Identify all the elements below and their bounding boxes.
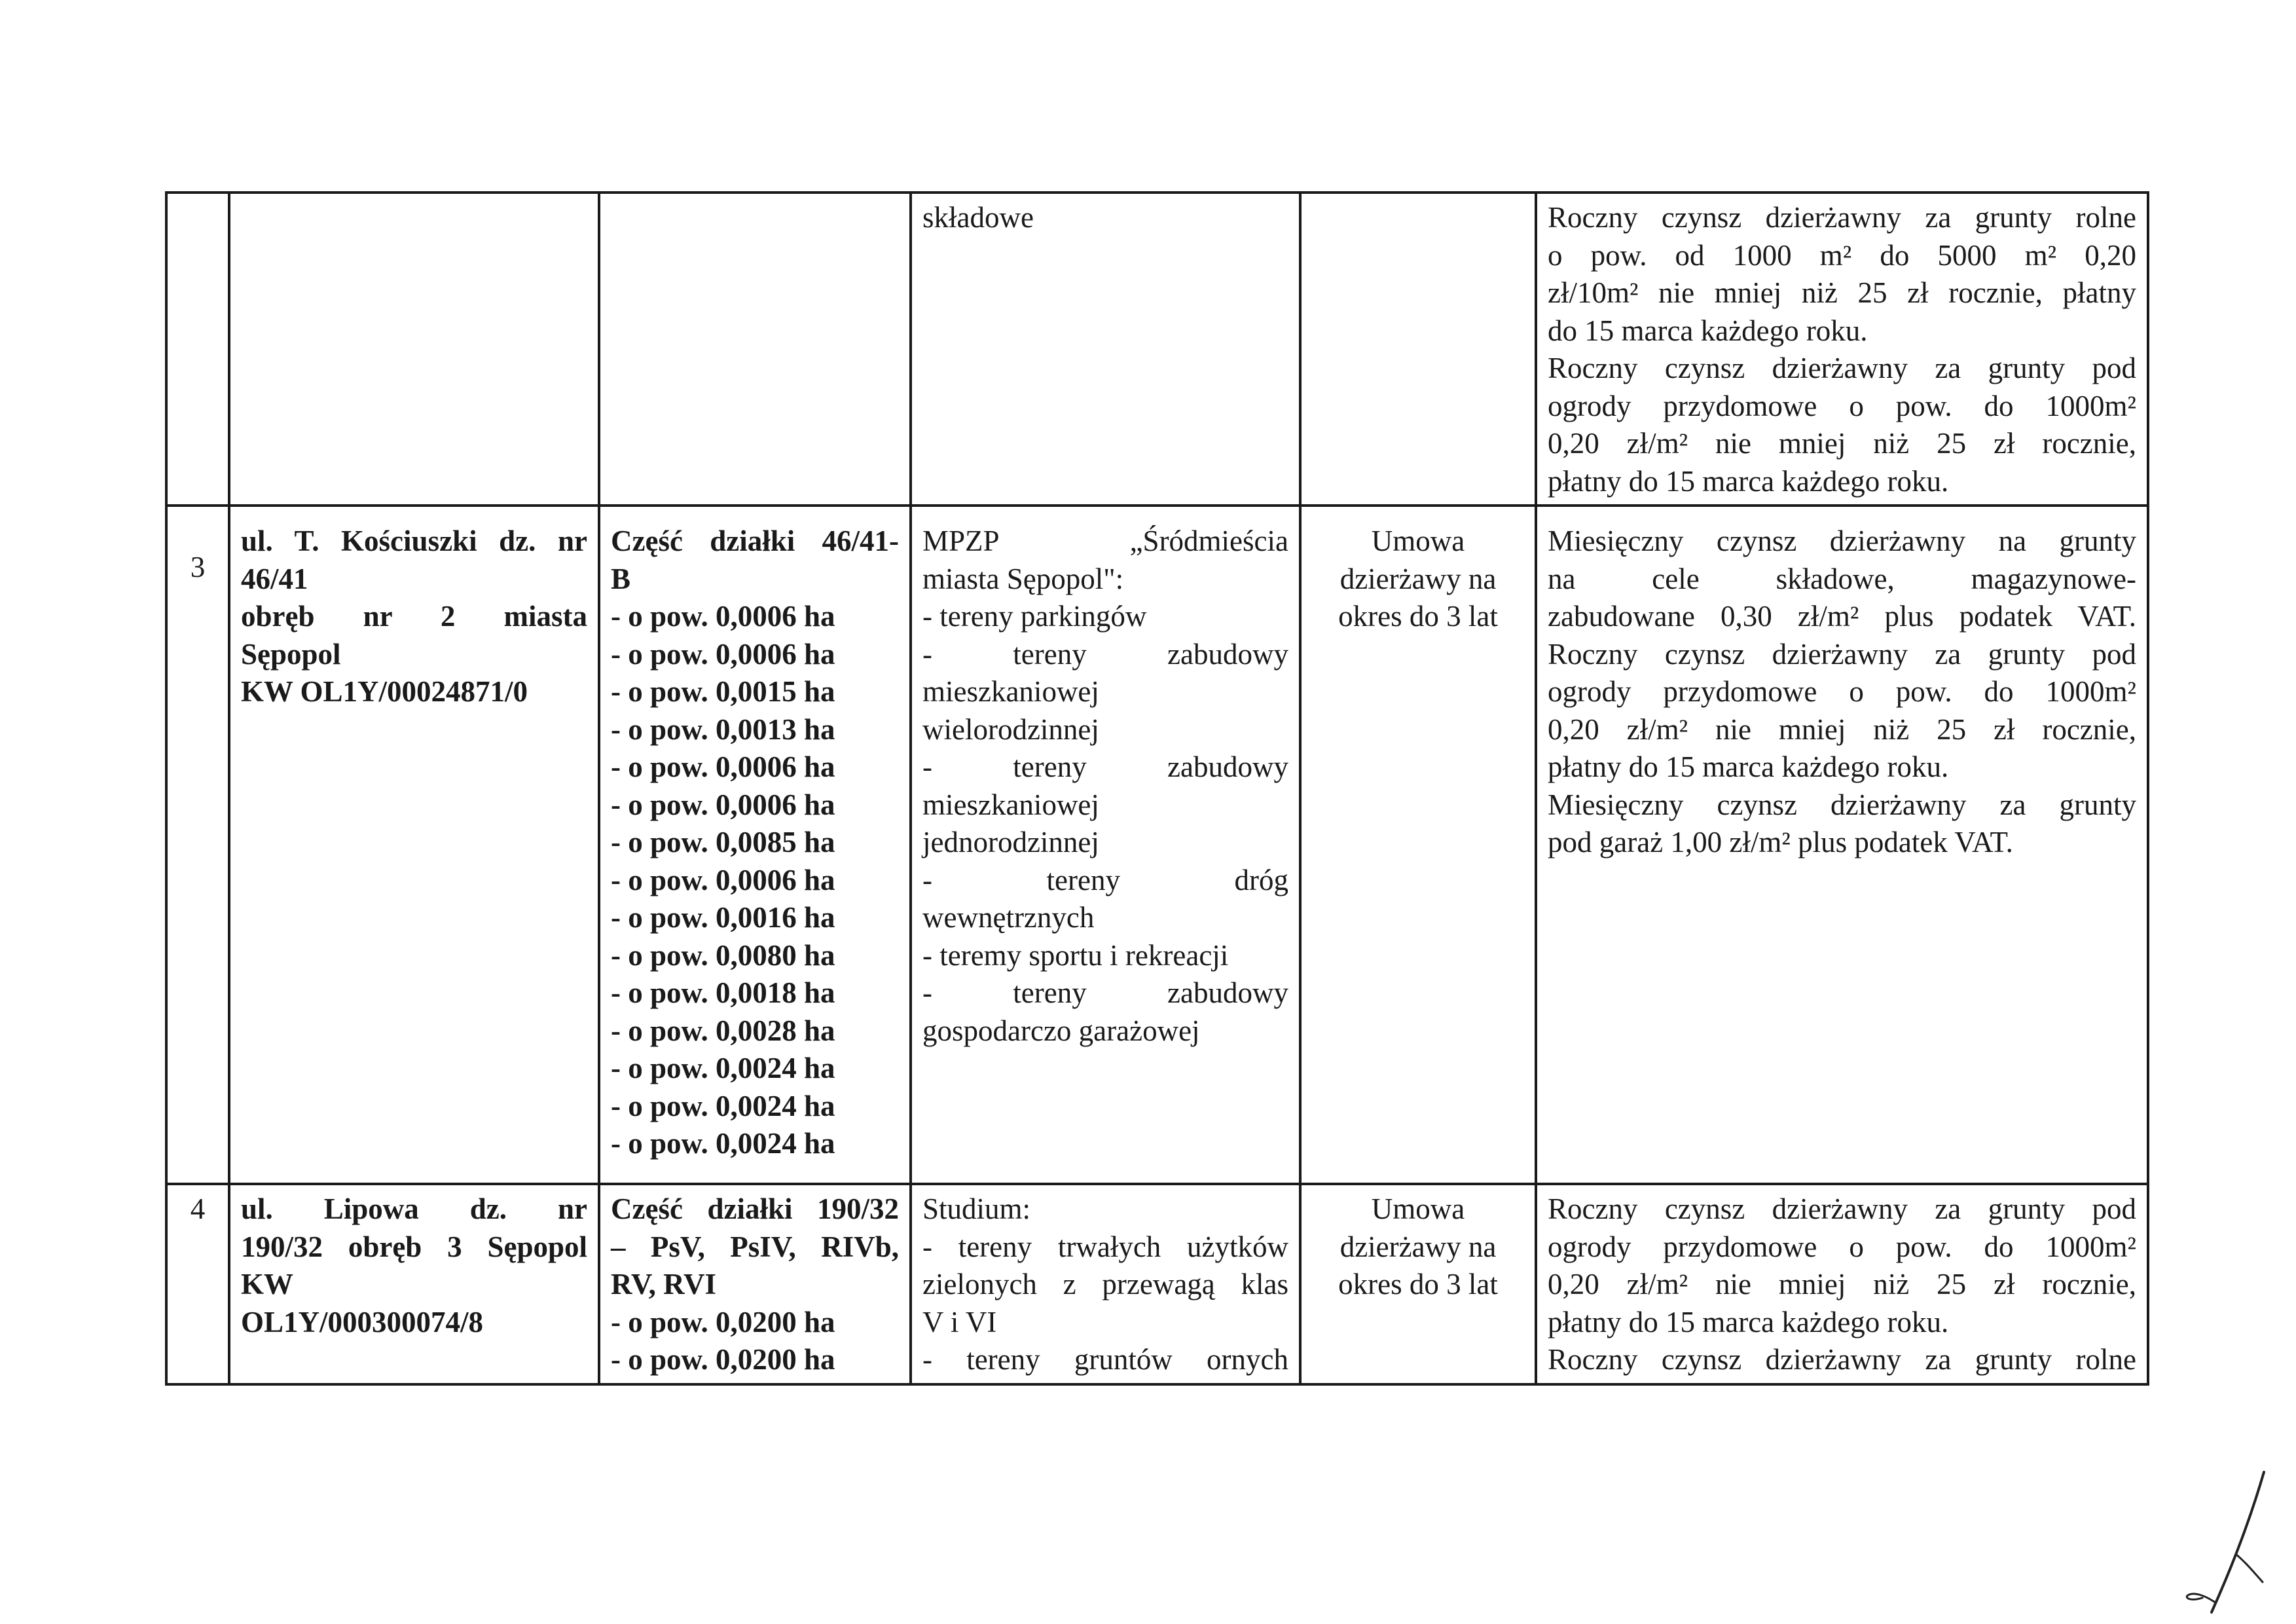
- cell-text-line: - o pow. 0,0085 ha: [611, 826, 835, 858]
- handwritten-initial-signature: [2180, 1467, 2272, 1617]
- cell-parcel: [599, 1184, 911, 1384]
- cell-parcel: [599, 193, 911, 506]
- cell-text-line: - o pow. 0,0013 ha: [611, 712, 835, 746]
- cell-purpose: [911, 193, 1300, 506]
- table-row-continuation: [166, 193, 2148, 506]
- cell-text-line: Studium:: [922, 1192, 1031, 1225]
- cell-text-line: - o pow. 0,0006 ha: [611, 600, 835, 633]
- cell-contract: [1300, 193, 1536, 506]
- cell-text-line: ogrody przydomowe o pow. do 1000m²: [1548, 1230, 2136, 1263]
- cell-text-line: ogrody przydomowe o pow. do 1000m²: [1548, 389, 2136, 422]
- cell-text-line: Roczny czynsz dzierżawny za grunty rolne: [1548, 201, 2136, 234]
- cell-text-line: 46/41: [241, 562, 308, 595]
- cell-location: [229, 193, 599, 506]
- cell-text-line: ul. Lipowa dz. nr: [241, 1192, 587, 1225]
- cell-text-line: 190/32 obręb 3 Sępopol: [241, 1230, 587, 1263]
- cell-text-line: 0,20 zł/m² nie mniej niż 25 zł rocznie,: [1548, 427, 2136, 460]
- cell-text-line: KW OL1Y/00024871/0: [241, 675, 528, 708]
- cell-text-line: Sępopol: [241, 637, 341, 671]
- cell-purpose: [911, 1184, 1300, 1384]
- cell-text-line: gospodarczo garażowej: [922, 1014, 1200, 1047]
- cell-number: [166, 193, 229, 506]
- purpose-text: składowe: [922, 201, 1034, 234]
- cell-text-line: Część działki 46/41-: [611, 525, 899, 557]
- cell-text-line: mieszkaniowej: [922, 675, 1099, 708]
- cell-location: [229, 1184, 599, 1384]
- cell-text-line: wielorodzinnej: [922, 712, 1099, 746]
- cell-text-line: - o pow. 0,0016 ha: [611, 901, 835, 934]
- cell-text-line: 0,20 zł/m² nie mniej niż 25 zł rocznie,: [1548, 712, 2136, 746]
- cell-text-line: - tereny zabudowy: [922, 750, 1288, 783]
- cell-text-line: wewnętrznych: [922, 901, 1095, 934]
- cell-text-line: B: [611, 562, 631, 595]
- cell-text-line: - tereny dróg: [922, 863, 1288, 896]
- cell-text-line: obręb nr 2 miasta: [241, 600, 587, 633]
- cell-text-line: dzierżawy na: [1339, 562, 1497, 595]
- cell-text-line: Część działki 190/32: [611, 1192, 899, 1225]
- cell-text-line: - o pow. 0,0024 ha: [611, 1052, 835, 1084]
- cell-text-line: Miesięczny czynsz dzierżawny za grunty: [1548, 788, 2136, 821]
- cell-text-line: o pow. od 1000 m² do 5000 m² 0,20: [1548, 238, 2136, 272]
- cell-text-line: Roczny czynsz dzierżawny za grunty pod: [1548, 637, 2136, 671]
- cell-text-line: miasta Sępopol":: [922, 562, 1124, 595]
- cell-text-line: pod garaż 1,00 zł/m² plus podatek VAT.: [1548, 826, 2013, 858]
- cell-rent-terms: [1536, 506, 2148, 1184]
- cell-text-line: RV, RVI: [611, 1268, 717, 1301]
- cell-text-line: - tereny zabudowy: [922, 637, 1288, 671]
- cell-text-line: 0,20 zł/m² nie mniej niż 25 zł rocznie,: [1548, 1268, 2136, 1301]
- cell-text-line: - tereny zabudowy: [922, 976, 1288, 1009]
- cell-text-line: Umowa: [1371, 1192, 1465, 1225]
- cell-text-line: ul. T. Kościuszki dz. nr: [241, 525, 587, 557]
- cell-text-line: – PsV, PsIV, RIVb,: [611, 1230, 899, 1263]
- cell-text-line: - tereny parkingów: [922, 600, 1147, 633]
- cell-text-line: - o pow. 0,0006 ha: [611, 750, 835, 783]
- cell-text-line: - o pow. 0,0200 ha: [611, 1305, 835, 1338]
- cell-text-line: - tereny gruntów ornych: [922, 1343, 1288, 1376]
- cell-text-line: - o pow. 0,0080 ha: [611, 938, 835, 972]
- cell-text-line: okres do 3 lat: [1338, 600, 1498, 633]
- cell-text-line: Roczny czynsz dzierżawny za grunty rolne: [1548, 1343, 2136, 1376]
- cell-text-line: mieszkaniowej: [922, 788, 1099, 821]
- cell-text-line: - o pow. 0,0015 ha: [611, 675, 835, 708]
- cell-text-line: - o pow. 0,0028 ha: [611, 1014, 835, 1047]
- cell-number: [166, 1184, 229, 1384]
- cell-text-line: KW: [241, 1268, 294, 1301]
- cell-text-line: ogrody przydomowe o pow. do 1000m²: [1548, 675, 2136, 708]
- cell-text-line: zielonych z przewagą klas: [922, 1268, 1288, 1301]
- cell-text-line: Umowa: [1371, 525, 1465, 557]
- lease-table: [165, 191, 2149, 1386]
- cell-text-line: - teremy sportu i rekreacji: [922, 938, 1229, 972]
- table-row: [166, 1184, 2148, 1384]
- row-number: 4: [190, 1192, 206, 1225]
- cell-text-line: płatny do 15 marca każdego roku.: [1548, 464, 1949, 498]
- cell-text-line: zabudowane 0,30 zł/m² plus podatek VAT.: [1548, 600, 2136, 633]
- cell-text-line: jednorodzinnej: [922, 826, 1099, 858]
- cell-number: [166, 506, 229, 1184]
- cell-text-line: okres do 3 lat: [1338, 1268, 1498, 1301]
- cell-text-line: MPZP „Śródmieścia: [922, 525, 1288, 557]
- cell-text-line: OL1Y/000300074/8: [241, 1305, 484, 1338]
- cell-text-line: V i VI: [922, 1305, 997, 1338]
- cell-text-line: - o pow. 0,0006 ha: [611, 637, 835, 671]
- cell-text-line: - tereny trwałych użytków: [922, 1230, 1288, 1263]
- cell-location: [229, 506, 599, 1184]
- cell-text-line: do 15 marca każdego roku.: [1548, 314, 1868, 347]
- table-row: [166, 506, 2148, 1184]
- cell-text-line: - o pow. 0,0006 ha: [611, 863, 835, 896]
- cell-contract: [1300, 506, 1536, 1184]
- cell-parcel: [599, 506, 911, 1184]
- cell-text-line: Miesięczny czynsz dzierżawny na grunty: [1548, 525, 2136, 557]
- row-number: 3: [190, 551, 206, 583]
- cell-text-line: zł/10m² nie mniej niż 25 zł rocznie, płatny: [1548, 276, 2136, 309]
- cell-text-line: Roczny czynsz dzierżawny za grunty pod: [1548, 352, 2136, 384]
- cell-rent-terms: [1536, 1184, 2148, 1384]
- cell-text-line: - o pow. 0,0018 ha: [611, 976, 835, 1009]
- cell-text-line: dzierżawy na: [1339, 1230, 1497, 1263]
- cell-rent-terms: [1536, 193, 2148, 506]
- cell-purpose: [911, 506, 1300, 1184]
- cell-contract: [1300, 1184, 1536, 1384]
- cell-text-line: - o pow. 0,0024 ha: [611, 1127, 835, 1160]
- cell-text-line: - o pow. 0,0024 ha: [611, 1089, 835, 1122]
- cell-text-line: na cele składowe, magazynowe-: [1548, 562, 2136, 595]
- cell-text-line: - o pow. 0,0200 ha: [611, 1343, 835, 1376]
- cell-text-line: Roczny czynsz dzierżawny za grunty pod: [1548, 1192, 2136, 1225]
- cell-text-line: - o pow. 0,0006 ha: [611, 788, 835, 821]
- cell-text-line: płatny do 15 marca każdego roku.: [1548, 750, 1949, 783]
- cell-text-line: płatny do 15 marca każdego roku.: [1548, 1305, 1949, 1338]
